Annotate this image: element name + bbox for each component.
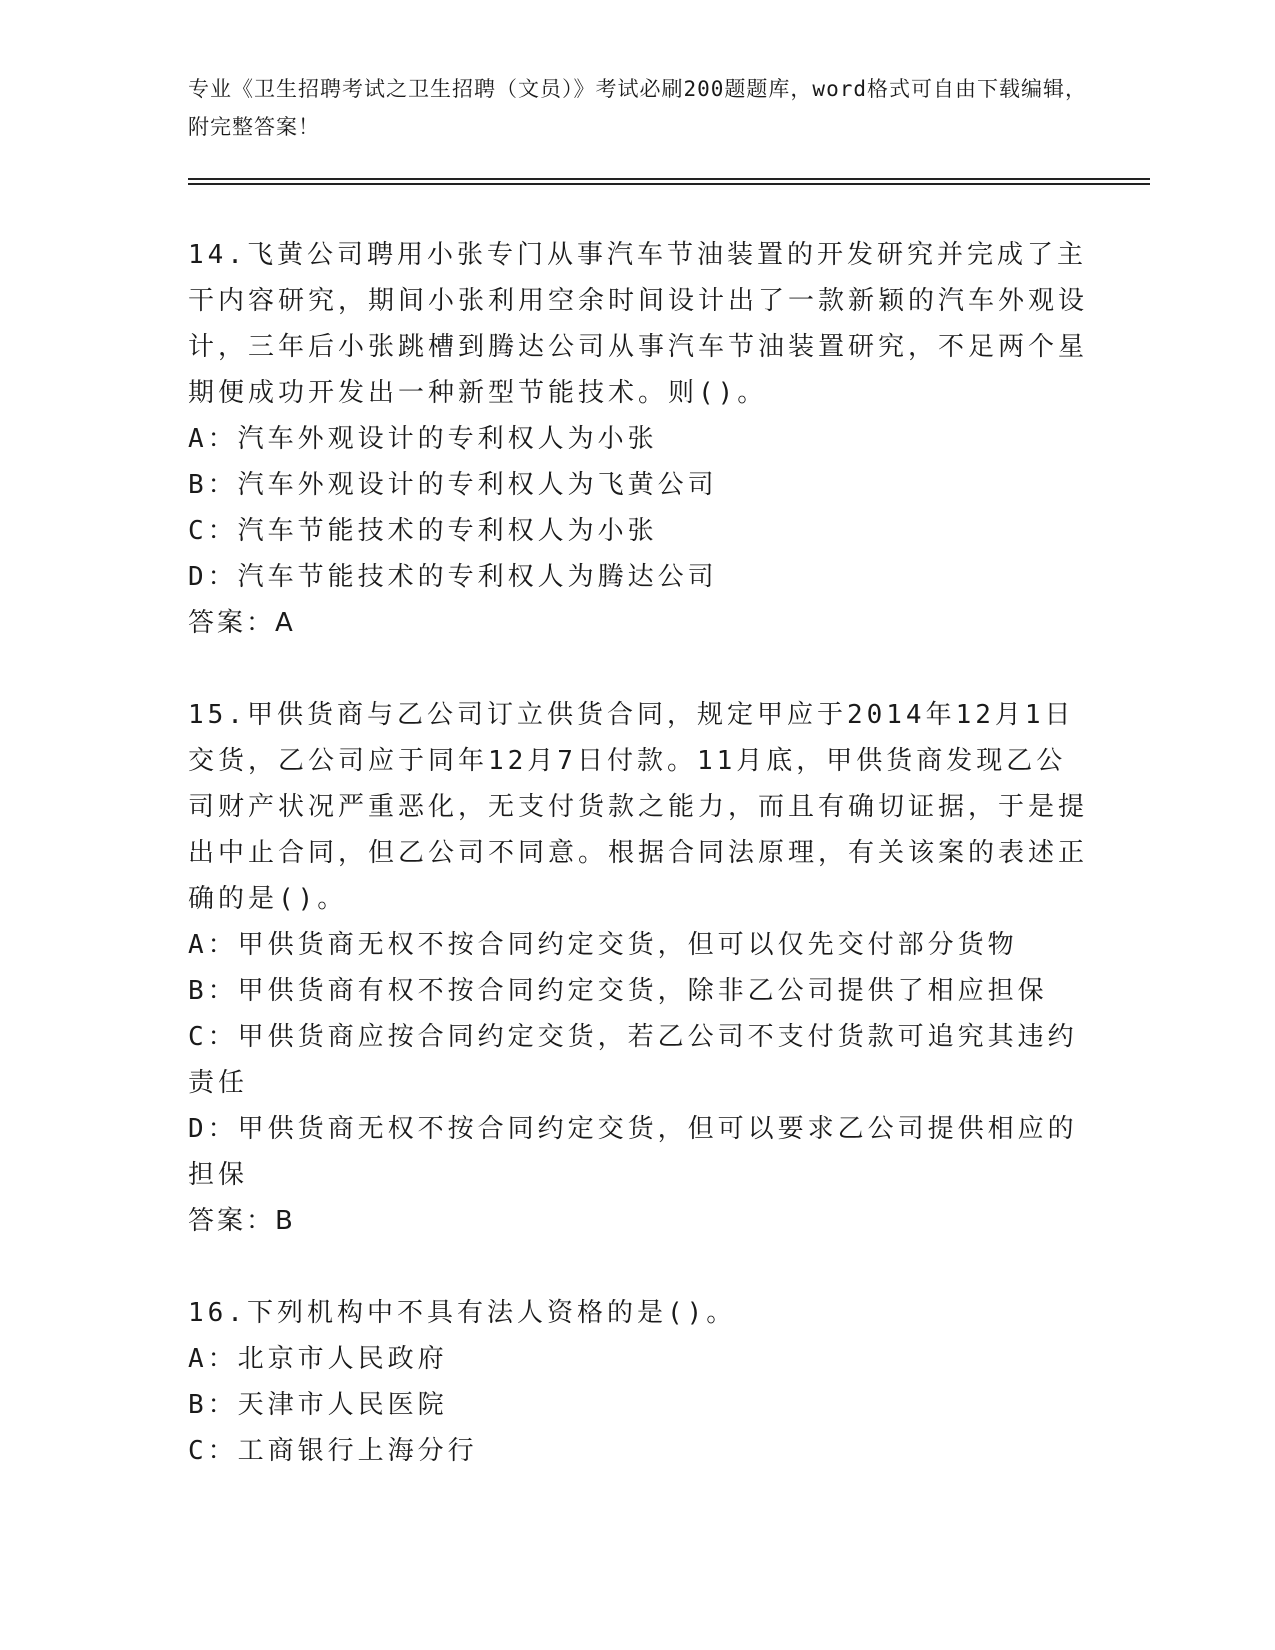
answer-line: 答案：B [188, 1206, 296, 1236]
option-d: D：汽车节能技术的专利权人为腾达公司 [188, 562, 718, 592]
option-b: B：汽车外观设计的专利权人为飞黄公司 [188, 470, 718, 500]
option-c: C：汽车节能技术的专利权人为小张 [188, 516, 658, 546]
question-16 [188, 1290, 1088, 1474]
question-spacer [188, 1244, 1088, 1290]
option-a: A：北京市人民政府 [188, 1344, 448, 1374]
option-d: D：甲供货商无权不按合同约定交货，但可以要求乙公司提供相应的担保 [188, 1114, 1078, 1190]
document-header [188, 70, 1088, 146]
header-divider-line-top [188, 178, 1150, 180]
answer-line: 答案：A [188, 608, 296, 638]
header-divider-line-bottom [188, 183, 1150, 185]
question-list [188, 232, 1088, 1474]
question-stem: 16.下列机构中不具有法人资格的是()。 [188, 1298, 737, 1328]
option-a: A：汽车外观设计的专利权人为小张 [188, 424, 658, 454]
question-spacer [188, 646, 1088, 692]
option-c: C：甲供货商应按合同约定交货，若乙公司不支付货款可追究其违约责任 [188, 1022, 1078, 1098]
option-c: C：工商银行上海分行 [188, 1436, 478, 1466]
question-stem: 14.飞黄公司聘用小张专门从事汽车节油装置的开发研究并完成了主干内容研究，期间小张利用空余时间设计出了一款新颖的汽车外观设计，三年后小张跳槽到腾达公司从事汽车节油装置研究，不足两个星期便成功开发出一种新型节能技术。则()。 [188, 240, 1089, 408]
question-15 [188, 692, 1088, 1244]
option-b: B：天津市人民医院 [188, 1390, 448, 1420]
question-14 [188, 232, 1088, 646]
option-a: A：甲供货商无权不按合同约定交货，但可以仅先交付部分货物 [188, 930, 1018, 960]
header-intro-text: 专业《卫生招聘考试之卫生招聘（文员）》考试必刷200题题库，word格式可自由下载编辑，附完整答案！ [188, 77, 1087, 139]
question-stem: 15.甲供货商与乙公司订立供货合同，规定甲应于2014年12月1日交货，乙公司应于同年12月7日付款。11月底，甲供货商发现乙公司财产状况严重恶化，无支付货款之能力，而且有确切证据，于是提出中止合同，但乙公司不同意。根据合同法原理，有关该案的表述正确的是()。 [188, 700, 1089, 914]
option-b: B：甲供货商有权不按合同约定交货，除非乙公司提供了相应担保 [188, 976, 1048, 1006]
